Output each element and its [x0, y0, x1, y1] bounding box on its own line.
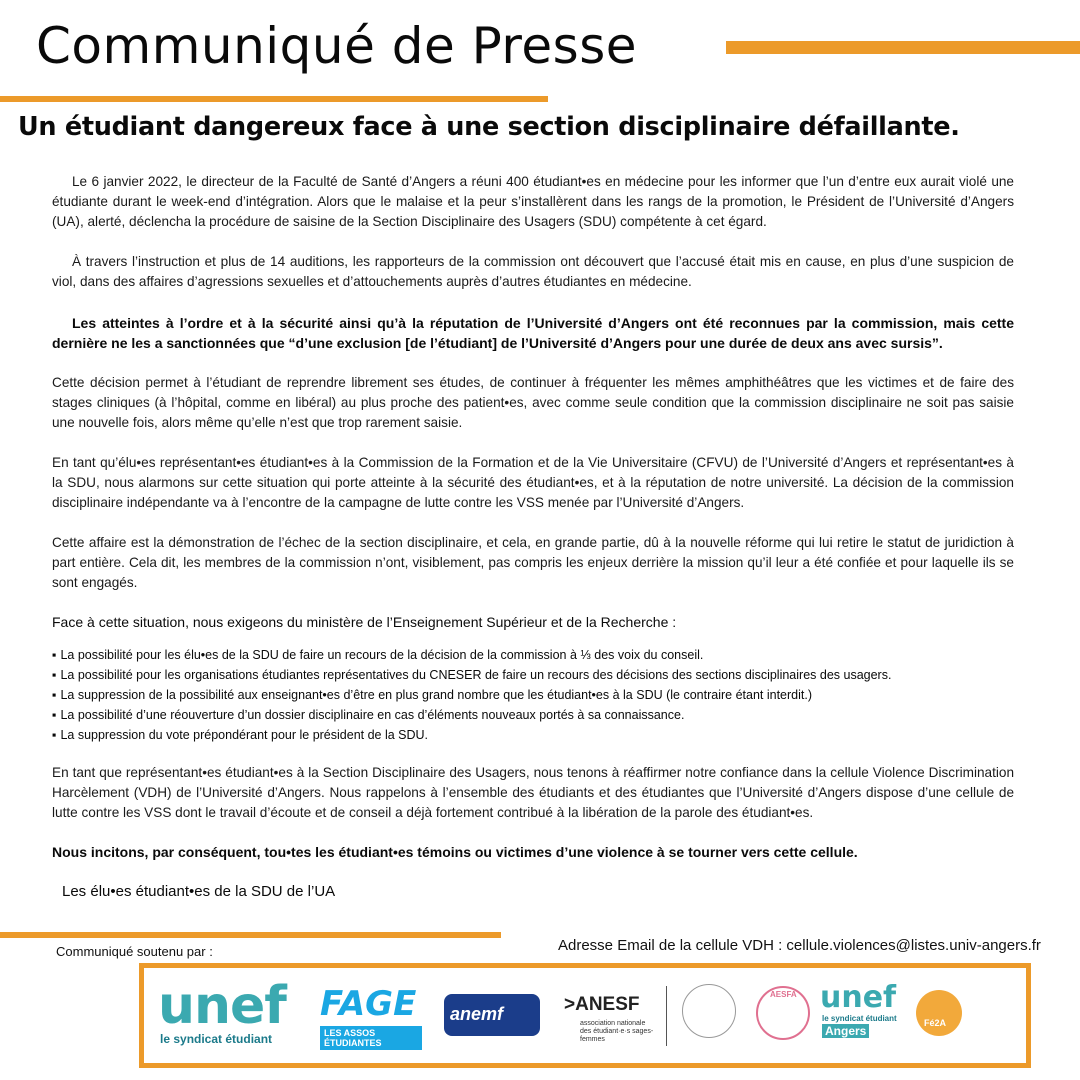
paragraph-sanction: Les atteintes à l’ordre et à la sécurité ainsi qu’à la réputation de l’Université d’Angers ont été reconnues par la commission, mais cette dernière ne les a sanctionnées que “d’une exclusion [de l’étudiant] de l’Université d’Angers pour une durée de deux ans avec sursis”. — [52, 315, 1014, 351]
paragraph-vdh-cell: En tant que représentant•es étudiant•es à la Section Disciplinaire des Usagers, nous tenons à réaffirmer notre confiance dans la cellule Violence Discrimination Harcèlement (VDH) de l’Université d’Angers. Nous rappelons à l’ensemble des étudiants et des étudiantes que l’Université d’Angers dispose d’une cellule de lutte contre les VSS dont le travail d’écoute et de conseil a déjà fortement contribué à la libération de la parole des étudiant•es. — [52, 765, 1014, 820]
logo-divider — [666, 986, 667, 1046]
paragraph-failure: Cette affaire est la démonstration de l’échec de la section disciplinaire, et cela, en grande partie, dû à la nouvelle réforme qui lui retire le statut de juridiction à part entière. Cela dit, les membres de la commission n’ont, visiblement, pas compris les enjeux derrière la mission qu’il leur a été confiée et pour laquelle ils se sont engagés. — [52, 535, 1014, 590]
paragraph-investigation: À travers l’instruction et plus de 14 auditions, les rapporteurs de la commission ont découvert que l’accusé était mis en cause, en plus d’une suspicion de viol, dans des affaires d’agressions sexuelles et d’attouchements auprès d’autres étudiantes en médecine. — [52, 254, 1014, 289]
fage-logo: FAGE LES ASSOS ÉTUDIANTES — [314, 982, 422, 1052]
vdh-email-line: Adresse Email de la cellule VDH : cellule.violences@listes.univ-angers.fr — [558, 937, 1041, 954]
association-seal-logo — [682, 984, 736, 1038]
paragraph-demands-intro: Face à cette situation, nous exigeons du ministère de l’Enseignement Supérieur et de la Recherche : — [52, 614, 677, 630]
list-item: ▪ La suppression du vote prépondérant pour le président de la SDU. — [52, 725, 1032, 745]
demands-list — [52, 645, 1032, 745]
paragraph-position: En tant qu’élu•es représentant•es étudiant•es à la Commission de la Formation et de la Vie Universitaire (CFVU) de l’Université d’Angers et représentant•es à la SDU, nous alarmons sur cette situation qui porte atteinte à la sécurité des étudiant•es, et à la réputation de notre université. La décision de la commission disciplinaire indépendante va à l’encontre de la campagne de lutte contre les VSS menée par l’Université d’Angers. — [52, 455, 1014, 510]
list-item: ▪ La possibilité pour les élu•es de la SDU de faire un recours de la décision de la commission à ⅓ des voix du conseil. — [52, 645, 1032, 665]
list-item: ▪ La possibilité d’une réouverture d’un dossier disciplinaire en cas d’éléments nouveaux portés à sa connaissance. — [52, 705, 1032, 725]
paragraph-consequences: Cette décision permet à l’étudiant de reprendre librement ses études, de continuer à fréquenter les mêmes amphithéâtres que les victimes et de faire des stages cliniques (à l’hôpital, comme en libéral) au plus proche des patient•es, avec comme seule condition que la commission disciplinaire ne soit pas saisie une nouvelle fois, alors même qu’elle n’est que trop rarement saisie. — [52, 375, 1014, 430]
page-subtitle: Un étudiant dangereux face à une section disciplinaire défaillante. — [18, 112, 960, 142]
list-item: ▪ La suppression de la possibilité aux enseignant•es d’être en plus grand nombre que les étudiant•es à la SDU (le contraire étant interdit.) — [52, 685, 1032, 705]
support-label: Communiqué soutenu par : — [56, 944, 213, 959]
aesfa-logo: AESFA — [756, 986, 810, 1040]
unef-angers-logo: unef le syndicat étudiant Angers — [820, 980, 897, 1038]
accent-bar-top — [726, 41, 1080, 54]
signature: Les élu•es étudiant•es de la SDU de l’UA — [62, 883, 336, 900]
paragraph-call-to-action: Nous incitons, par conséquent, tou•tes les étudiant•es témoins ou victimes d’une violence à se tourner vers cette cellule. — [52, 844, 858, 860]
anemf-logo: anemf — [444, 994, 540, 1036]
accent-bar-footer — [0, 932, 501, 938]
anesf-logo: >ANESF association nationale des étudiant·e·s sages-femmes — [564, 994, 654, 1043]
page-title: Communiqué de Presse — [36, 17, 638, 75]
unef-logo: unef le syndicat étudiant — [158, 976, 286, 1046]
fe2a-logo: Fé2A — [916, 990, 962, 1036]
accent-bar-under-title — [0, 96, 548, 102]
list-item: ▪ La possibilité pour les organisations étudiantes représentatives du CNESER de faire un recours des décisions des sections disciplinaires des usagers. — [52, 665, 1032, 685]
paragraph-intro: Le 6 janvier 2022, le directeur de la Faculté de Santé d’Angers a réuni 400 étudiant•es en médecine pour les informer que l’un d’entre eux aurait violé une étudiante durant le week-end d’intégration. Alors que le malaise et la peur s’installèrent dans les rangs de la promotion, le Président de l’Université d’Angers (UA), alerté, déclencha la procédure de saisine de la Section Disciplinaire des Usagers (SDU) compétente à cet égard. — [52, 174, 1014, 229]
supporters-logo-box — [139, 963, 1031, 1068]
